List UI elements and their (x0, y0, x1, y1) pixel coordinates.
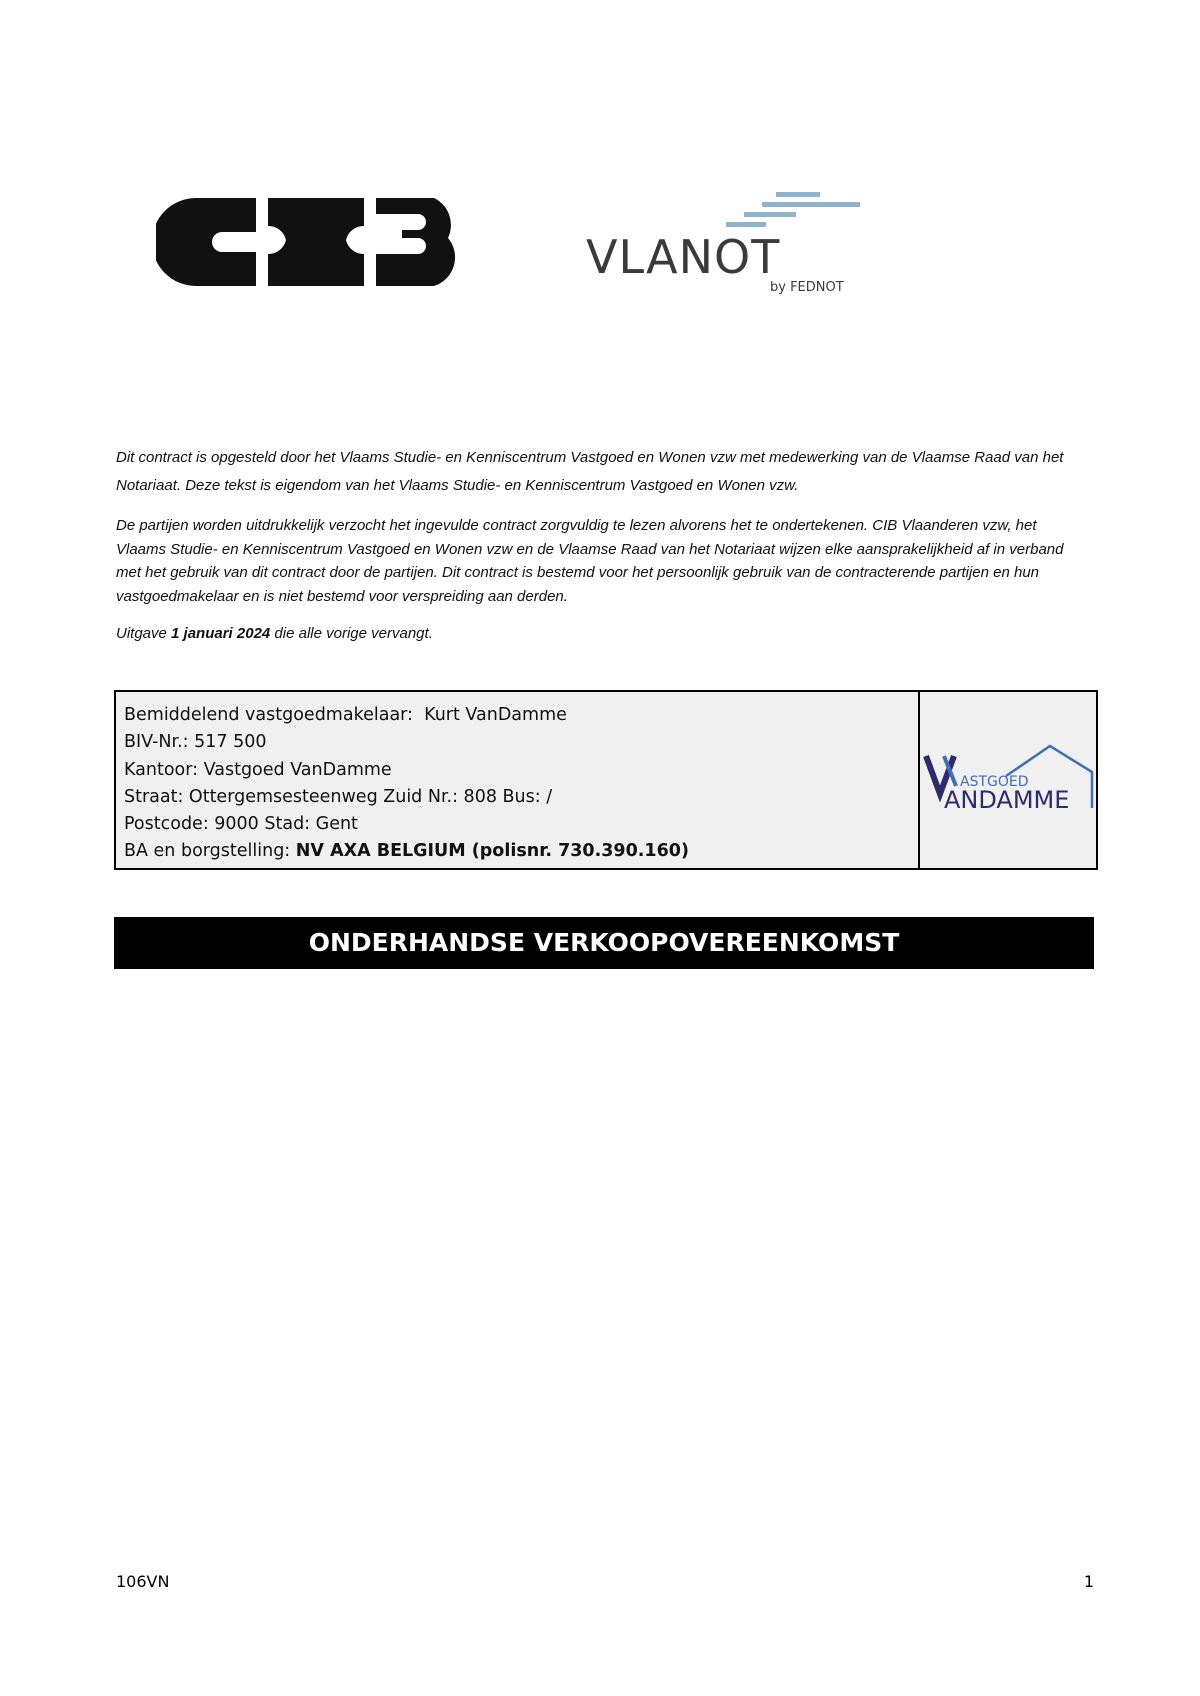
vlanot-bars-icon (726, 190, 860, 230)
vlanot-subtitle: by FEDNOT (770, 280, 844, 295)
biv-label: BIV-Nr.: (124, 732, 189, 753)
office-name: Vastgoed VanDamme (203, 759, 392, 780)
vastgoed-vandamme-logo (920, 744, 1096, 816)
broker-info (116, 692, 920, 868)
intro-paragraph-1: Dit contract is opgesteld door het Vlaams Studie- en Kenniscentrum Vastgoed en Wonen vzw met medewerking van de Vlaamse Raad van het Notariaat. Deze tekst is eigendom van het Vlaams Studie- en Kenniscentrum Vastgoed en Wonen vzw. (116, 449, 1064, 494)
street-line: Straat: Ottergemsesteenweg Zuid Nr.: 808 Bus: / (124, 786, 553, 807)
vlanot-logo (586, 190, 860, 300)
broker-name-line (124, 702, 918, 729)
intro-paragraph-3 (116, 622, 1084, 646)
broker-box (114, 690, 1098, 870)
postcode-line: Postcode: 9000 Stad: Gent (124, 814, 358, 835)
office-line (124, 757, 918, 784)
document-title: ONDERHANDSE VERKOOPOVEREENKOMST (114, 917, 1094, 969)
broker-logo-cell (920, 692, 1096, 868)
biv-line (124, 729, 918, 756)
edition-date: 1 januari 2024 (171, 625, 271, 642)
footer-code: 106VN (116, 1572, 170, 1591)
office-label: Kantoor: (124, 759, 199, 780)
page-number: 1 (1083, 1572, 1094, 1591)
insurance-value: NV AXA BELGIUM (polisnr. 730.390.160) (295, 841, 689, 862)
svg-text:ANDAMME: ANDAMME (944, 786, 1070, 814)
biv-number: 517 500 (194, 732, 267, 753)
vlanot-wordmark: VLANOT (586, 230, 781, 284)
intro-paragraph-2: De partijen worden uitdrukkelijk verzocht het ingevulde contract zorgvuldig te lezen alvorens het te ondertekenen. CIB Vlaanderen vzw, het Vlaams Studie- en Kenniscentrum Vastgoed en Wonen vzw en de Vlaamse Raad van het Notariaat wijzen elke aansprakelijkheid af in verband met het gebruik van dit contract door de partijen. Dit contract is bestemd voor het persoonlijk gebruik van de contracterende partijen en hun vastgoedmakelaar en is niet bestemd voor verspreiding aan derden. (116, 517, 1064, 605)
broker-name: Kurt VanDamme (424, 705, 567, 725)
insurance-line (124, 838, 918, 865)
edition-prefix: Uitgave (116, 625, 172, 642)
broker-name-label: Bemiddelend vastgoedmakelaar: (124, 705, 413, 725)
edition-suffix: die alle vorige vervangt. (270, 625, 433, 642)
cib-logo (156, 196, 468, 288)
insurance-label: BA en borgstelling: (124, 841, 291, 862)
svg-text:ASTGOED: ASTGOED (960, 774, 1029, 790)
